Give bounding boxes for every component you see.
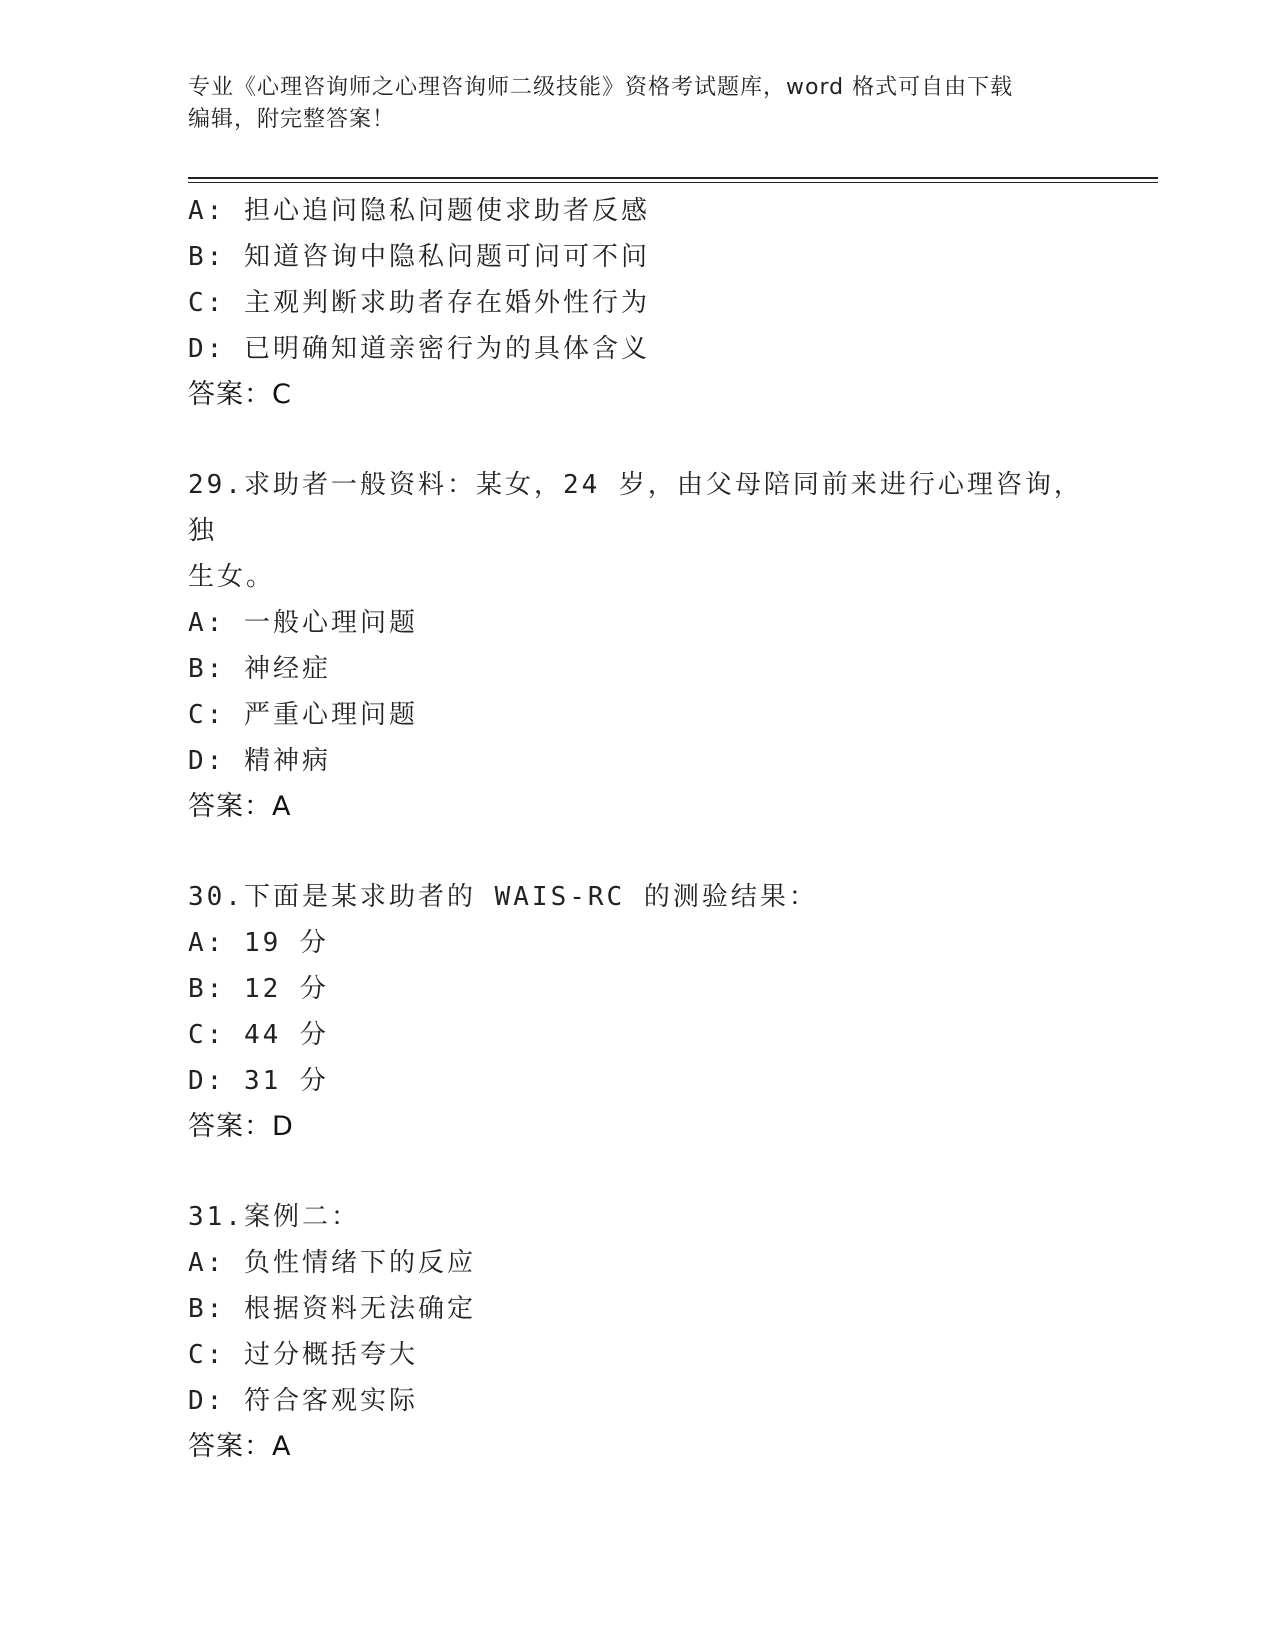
question-29 xyxy=(188,462,1108,830)
question-stem: 31.案例二： xyxy=(188,1202,360,1232)
answer-line: 答案：A xyxy=(188,1431,292,1462)
option-b: B: 知道咨询中隐私问题可问可不问 xyxy=(188,242,650,272)
option-c: C: 严重心理问题 xyxy=(188,700,418,730)
option-c: C: 44 分 xyxy=(188,1020,329,1050)
option-d: D: 31 分 xyxy=(188,1066,329,1096)
option-d: D: 已明确知道亲密行为的具体含义 xyxy=(188,334,650,364)
answer-line: 答案：C xyxy=(188,379,292,410)
header-divider-thick xyxy=(188,177,1158,179)
option-c: C: 主观判断求助者存在婚外性行为 xyxy=(188,288,650,318)
option-b: B: 根据资料无法确定 xyxy=(188,1294,476,1324)
question-list xyxy=(188,188,1108,1470)
option-c: C: 过分概括夸大 xyxy=(188,1340,418,1370)
option-a: A: 19 分 xyxy=(188,928,329,958)
header-divider-thin xyxy=(188,182,1158,183)
option-a: A: 担心追问隐私问题使求助者反感 xyxy=(188,196,650,226)
question-28 xyxy=(188,188,1108,418)
question-stem-line-1: 29.求助者一般资料：某女，24 岁，由父母陪同前来进行心理咨询，独 xyxy=(188,470,1083,546)
question-stem-line-2: 生女。 xyxy=(188,562,276,592)
header-line-1: 专业《心理咨询师之心理咨询师二级技能》资格考试题库，word 格式可自由下载 xyxy=(188,75,1014,100)
option-a: A: 一般心理问题 xyxy=(188,608,418,638)
option-d: D: 精神病 xyxy=(188,746,331,776)
answer-line: 答案：A xyxy=(188,791,292,822)
question-31 xyxy=(188,1194,1108,1470)
header-note xyxy=(188,72,1068,136)
header-line-2: 编辑，附完整答案！ xyxy=(188,107,396,132)
question-30 xyxy=(188,874,1108,1150)
option-b: B: 12 分 xyxy=(188,974,329,1004)
option-b: B: 神经症 xyxy=(188,654,331,684)
option-d: D: 符合客观实际 xyxy=(188,1386,418,1416)
answer-line: 答案：D xyxy=(188,1111,294,1142)
option-a: A: 负性情绪下的反应 xyxy=(188,1248,476,1278)
question-stem: 30.下面是某求助者的 WAIS-RC 的测验结果： xyxy=(188,882,818,912)
